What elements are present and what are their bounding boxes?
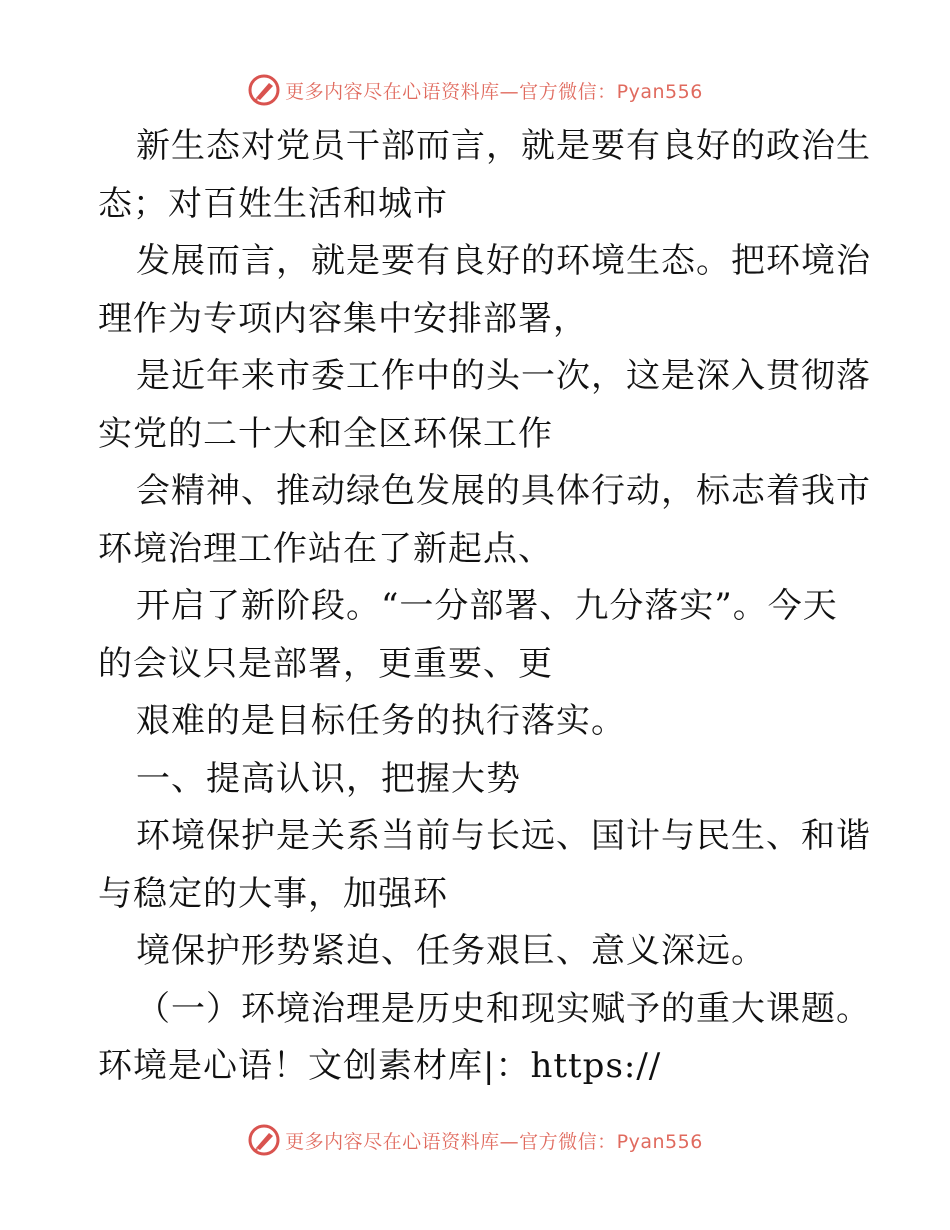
pen-logo-icon (247, 1123, 281, 1157)
paragraph-line: 环境治理工作站在了新起点、 (98, 528, 553, 569)
document-body (98, 118, 871, 1096)
section-heading: 一、提高认识，把握大势 (136, 758, 521, 799)
paragraph-line: 实党的二十大和全区环保工作 (98, 413, 553, 454)
header-banner (0, 70, 950, 110)
paragraph-line: 会精神、推动绿色发展的具体行动，标志着我市 (136, 471, 871, 511)
paragraph-line: 理作为专项内容集中安排部署， (98, 298, 588, 339)
paragraph-line: 的会议只是部署，更重要、更 (98, 643, 553, 684)
paragraph-line: 是近年来市委工作中的头一次，这是深入贯彻落 (136, 356, 871, 396)
pen-logo-icon (247, 73, 281, 107)
paragraph-line: 境保护形势紧迫、任务艰巨、意义深远。 (136, 931, 766, 971)
paragraph-line: 发展而言，就是要有良好的环境生态。把环境治 (136, 241, 871, 281)
paragraph-line: 环境是心语！文创素材库|：https:// (98, 1046, 662, 1086)
footer-banner (0, 1120, 950, 1160)
subsection-heading: （一）环境治理是历史和现实赋予的重大课题。 (136, 988, 871, 1029)
paragraph-line: 与稳定的大事，加强环 (98, 873, 448, 914)
paragraph-line: 艰难的是目标任务的执行落实。 (136, 701, 626, 741)
footer-banner-text: 更多内容尽在心语资料库—官方微信：Pyan556 (285, 1130, 703, 1153)
paragraph-line: 新生态对党员干部而言，就是要有良好的政治生 (136, 126, 871, 166)
paragraph-line: 态；对百姓生活和城市 (98, 183, 448, 224)
paragraph-line: 开启了新阶段。“一分部署、九分落实”。今天 (136, 586, 838, 626)
header-banner-text: 更多内容尽在心语资料库—官方微信：Pyan556 (285, 80, 703, 103)
paragraph-line: 环境保护是关系当前与长远、国计与民生、和谐 (136, 816, 871, 856)
